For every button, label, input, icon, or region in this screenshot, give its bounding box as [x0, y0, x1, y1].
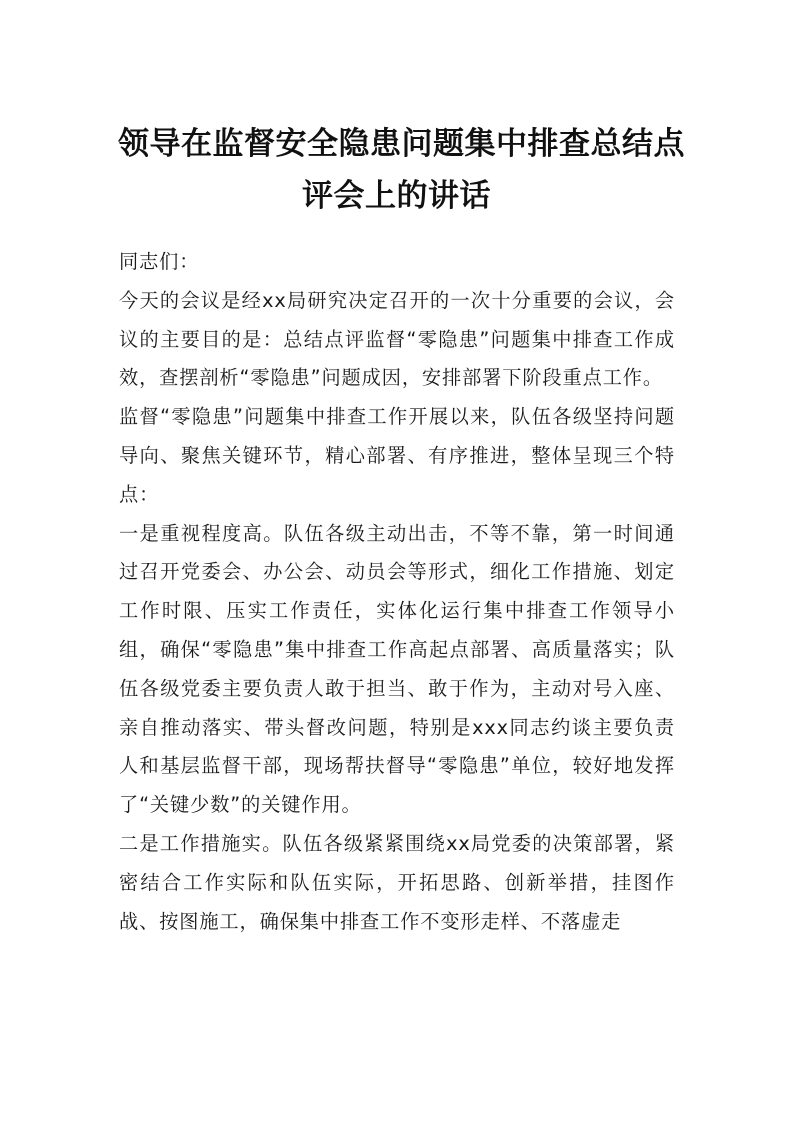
- title-line-1: 领导在监督安全隐患问题集中排查总结点: [118, 126, 685, 162]
- paragraph-point-two: 二是工作措施实。队伍各级紧紧围绕xx局党委的决策部署，紧密结合工作实际和队伍实际，开拓思路、创新举措，挂图作战、按图施工，确保集中排查工作不变形走样、不落虚走: [119, 831, 675, 933]
- document-title: [118, 118, 685, 222]
- salutation: 同志们：: [119, 250, 200, 273]
- title-line-2: 评会上的讲话: [302, 178, 491, 214]
- document-body: [119, 243, 675, 941]
- paragraph-overview: 监督“零隐患”问题集中排查工作开展以来，队伍各级坚持问题导向、聚焦关键环节，精心部署、有序推进，整体呈现三个特点：: [119, 405, 675, 506]
- paragraph-intro: 今天的会议是经xx局研究决定召开的一次十分重要的会议，会议的主要目的是：总结点评监督“零隐患”问题集中排查工作成效，查摆剖析“零隐患”问题成因，安排部署下阶段重点工作。: [119, 288, 675, 390]
- paragraph-point-one: 一是重视程度高。队伍各级主动出击，不等不靠，第一时间通过召开党委会、办公会、动员会等形式，细化工作措施、划定工作时限、压实工作责任，实体化运行集中排查工作领导小组，确保“零隐患”集中排查工作高起点部署、高质量落实；队伍各级党委主要负责人敢于担当、敢于作为，主动对号入座、亲自推动落实、带头督改问题，特别是xxx同志约谈主要负责人和基层监督干部，现场帮扶督导“零隐患”单位，较好地发挥了“关键少数”的关键作用。: [119, 521, 675, 817]
